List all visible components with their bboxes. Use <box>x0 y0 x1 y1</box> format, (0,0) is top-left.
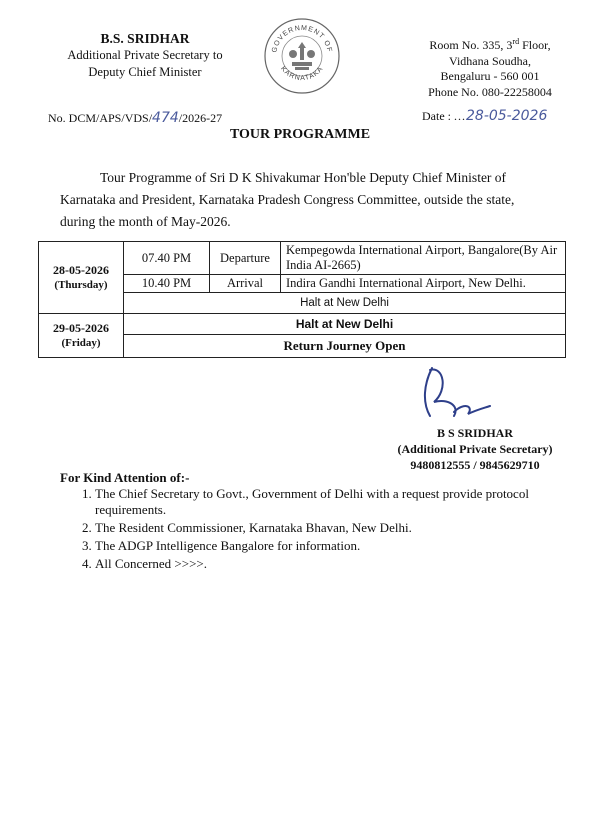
list-item: 1. The Chief Secretary to Govt., Government of Delhi with a request provide protocol requirements. <box>95 486 585 518</box>
sender-title-line1: Additional Private Secretary to <box>67 48 223 62</box>
return-journey-cell: Return Journey Open <box>124 335 566 358</box>
seal-bottom-text: KARNATAKA <box>279 65 325 83</box>
sender-name: B.S. SRIDHAR <box>100 31 190 46</box>
handwritten-ref-number: 474 <box>152 110 179 126</box>
day2-date-cell: 29-05-2026 (Friday) <box>39 314 124 358</box>
day1-date-cell: 28-05-2026 (Thursday) <box>39 242 124 314</box>
handwritten-date: 28-05-2026 <box>466 108 548 124</box>
address-line2: Vidhana Soudha, <box>449 53 531 68</box>
seal-top-text: GOVERNMENT OF <box>271 24 333 54</box>
intro-paragraph: Tour Programme of Sri D K Shivakumar Hon'ble Deputy Chief Minister of Karnataka and President, Karnataka Pradesh Congress Committee, outside the state, during the month of May-2026. <box>60 170 515 229</box>
time-cell: 07.40 PM <box>124 242 210 275</box>
signatory-phones: 9480812555 / 9845629710 <box>410 458 540 472</box>
place-cell: Indira Gandhi International Airport, New Delhi. <box>281 275 566 293</box>
address-line1: Room No. 335, 3rd Floor, <box>429 37 551 52</box>
attention-heading: For Kind Attention of:- <box>60 470 190 485</box>
movement-type-cell: Departure <box>210 242 281 275</box>
office-address <box>395 34 585 100</box>
halt-cell: Halt at New Delhi <box>124 314 566 335</box>
list-item: 3. The ADGP Intelligence Bangalore for information. <box>95 538 585 554</box>
copy-to-list <box>73 486 585 574</box>
document-title: TOUR PROGRAMME <box>229 127 371 142</box>
sender-title-line2: Deputy Chief Minister <box>88 65 202 79</box>
list-item: 2. The Resident Commissioner, Karnataka Bhavan, New Delhi. <box>95 520 585 536</box>
list-item: 4. All Concerned >>>>. <box>95 556 585 572</box>
movement-type-cell: Arrival <box>210 275 281 293</box>
handwritten-signature-icon <box>414 362 494 432</box>
signatory-block <box>360 425 590 473</box>
karnataka-seal-icon <box>262 16 342 96</box>
sender-block <box>40 30 250 81</box>
reference-number: No. DCM/APS/VDS/474/2026-27 <box>48 110 223 126</box>
time-cell: 10.40 PM <box>124 275 210 293</box>
address-line3: Bengaluru - 560 001 <box>440 69 540 83</box>
office-phone: Phone No. 080-22258004 <box>428 84 552 99</box>
table-row <box>39 314 566 335</box>
place-cell: Kempegowda International Airport, Bangalore(By Air India AI-2665) <box>281 242 566 275</box>
halt-cell: Halt at New Delhi <box>124 293 566 314</box>
signatory-name: B S SRIDHAR <box>436 426 514 440</box>
table-row <box>39 242 566 275</box>
tour-schedule-table <box>38 241 566 358</box>
signatory-designation: (Additional Private Secretary) <box>397 442 553 456</box>
document-date: Date : ...28-05-2026 <box>422 108 548 124</box>
